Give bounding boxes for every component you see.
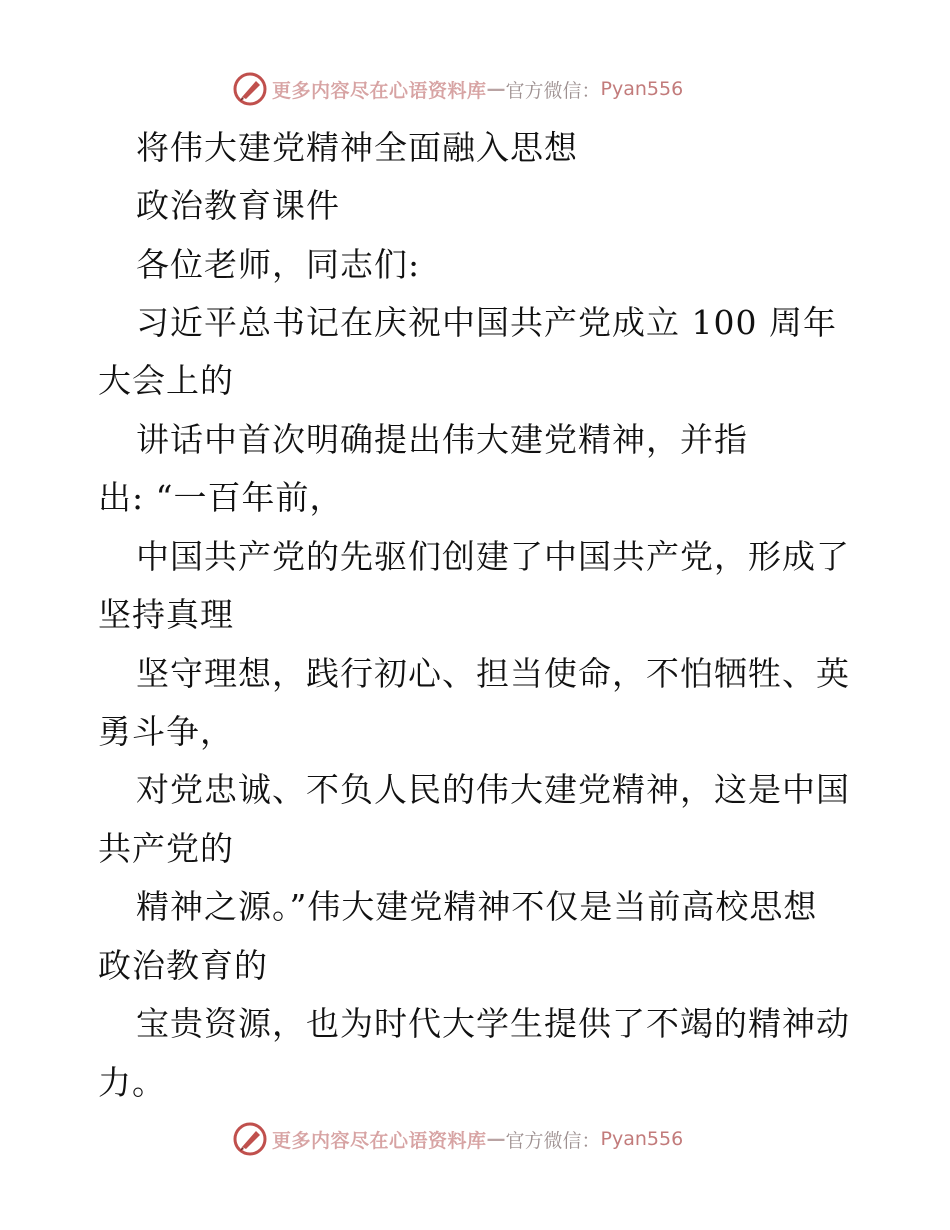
footer-watermark (232, 1121, 683, 1157)
salutation-line: 各位老师，同志们: (136, 245, 421, 284)
paragraph-line: 政治教育的 (98, 946, 268, 985)
paragraph-line: 共产党的 (98, 829, 234, 868)
paragraph-line: 坚持真理 (98, 595, 234, 634)
watermark-site-text: 更多内容尽在心语资料库 (272, 79, 487, 102)
watermark-wechat-id: Pyan556 (600, 1128, 684, 1150)
watermark-dash: — (486, 78, 506, 100)
watermark-dash: — (486, 1128, 506, 1150)
watermark-wechat-id: Pyan556 (600, 78, 684, 100)
watermark-site-text: 更多内容尽在心语资料库 (272, 1129, 487, 1152)
paragraph-line: 勇斗争， (98, 712, 234, 751)
paragraph-line: 出: “一百年前， (98, 478, 344, 517)
pen-logo-icon (232, 1121, 268, 1157)
paragraph-line: 力。 (98, 1063, 166, 1102)
watermark-official-label: 官方微信： (505, 79, 601, 102)
paragraph-line: 精神之源。”伟大建党精神不仅是当前高校思想 (136, 887, 818, 926)
paragraph-line: 大会上的 (98, 361, 234, 400)
watermark-official-label: 官方微信： (505, 1129, 601, 1152)
document-title-line-2: 政治教育课件 (136, 186, 340, 225)
paragraph-line: 讲话中首次明确提出伟大建党精神，并指 (136, 420, 748, 459)
paragraph-line: 中国共产党的先驱们创建了中国共产党，形成了 (136, 537, 850, 576)
paragraph-line: 对党忠诚、不负人民的伟大建党精神，这是中国 (136, 770, 850, 809)
paragraph-line: 习近平总书记在庆祝中国共产党成立 100 周年 (136, 303, 837, 342)
pen-logo-icon (232, 71, 268, 107)
header-watermark (232, 71, 683, 107)
paragraph-line: 坚守理想，践行初心、担当使命，不怕牺牲、英 (136, 654, 850, 693)
document-title-line-1: 将伟大建党精神全面融入思想 (136, 128, 578, 167)
paragraph-line: 宝贵资源，也为时代大学生提供了不竭的精神动 (136, 1004, 850, 1043)
